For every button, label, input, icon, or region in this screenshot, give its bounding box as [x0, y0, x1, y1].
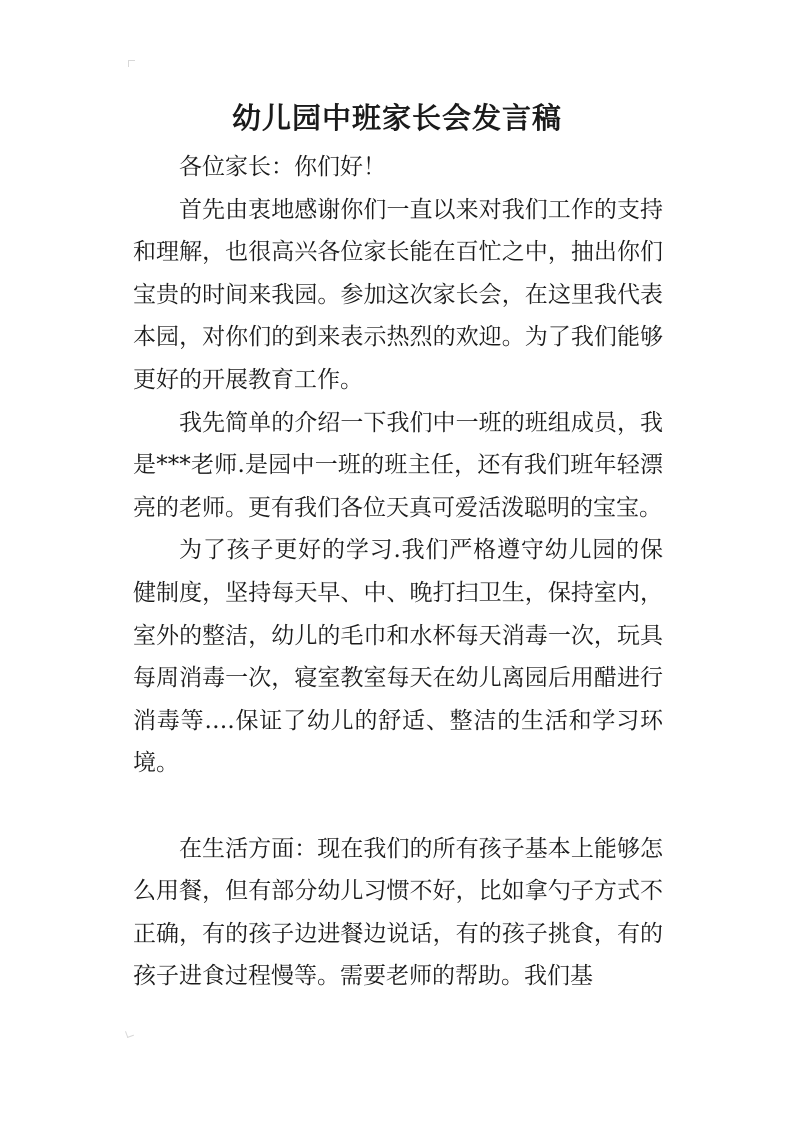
paragraph-spacer	[133, 785, 663, 828]
body-paragraph: 为了孩子更好的学习.我们严格遵守幼儿园的保健制度，坚持每天早、中、晚打扫卫生，保持室内，室外的整洁，幼儿的毛巾和水杯每天消毒一次，玩具每周消毒一次，寝室教室每天在幼儿离园后用醋进行消毒等….保证了幼儿的舒适、整洁的生活和学习环境。	[133, 537, 663, 777]
document-body	[133, 146, 663, 998]
page-corner-mark	[125, 1029, 134, 1038]
document-title: 幼儿园中班家长会发言稿	[231, 101, 562, 135]
body-paragraph: 首先由衷地感谢你们一直以来对我们工作的支持和理解，也很高兴各位家长能在百忙之中，抽出你们宝贵的时间来我园。参加这次家长会，在这里我代表本园，对你们的到来表示热烈的欢迎。为了我们能够更好的开展教育工作。	[133, 196, 663, 393]
page-corner-mark	[128, 60, 135, 67]
body-paragraph: 我先简单的介绍一下我们中一班的班组成员，我是***老师.是园中一班的班主任，还有我们班年轻漂亮的老师。更有我们各位天真可爱活泼聪明的宝宝。	[133, 409, 663, 521]
greeting-paragraph: 各位家长：你们好！	[179, 154, 386, 180]
body-paragraph: 在生活方面：现在我们的所有孩子基本上能够怎么用餐，但有部分幼儿习惯不好，比如拿勺子方式不正确，有的孩子边进餐边说话，有的孩子挑食，有的孩子进食过程慢等。需要老师的帮助。我们基	[133, 835, 663, 990]
